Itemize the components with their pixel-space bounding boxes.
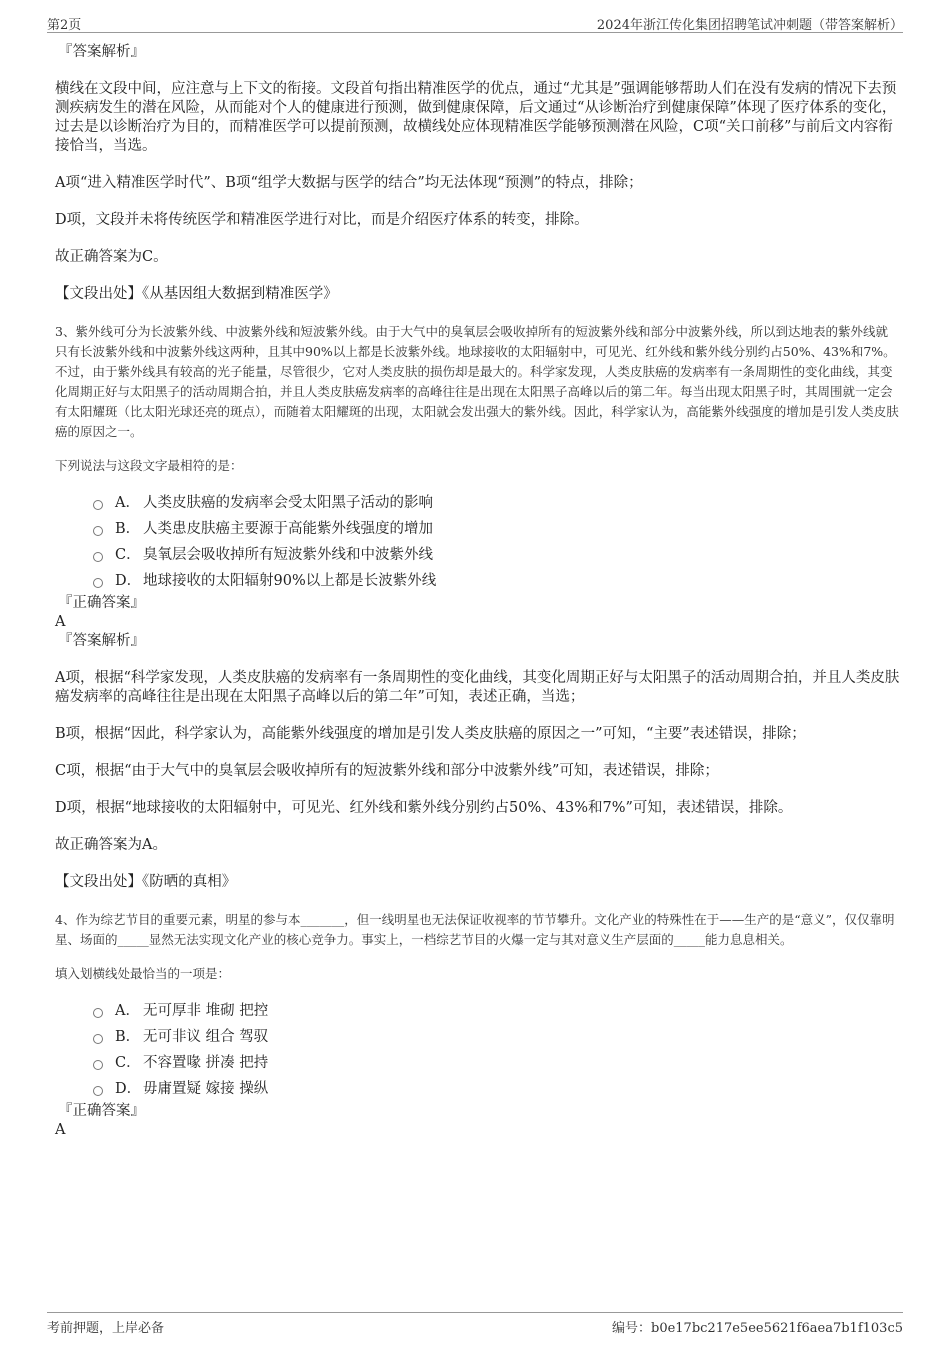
q4-option-a[interactable]: A． 无可厚非 堆砌 把控 — [93, 998, 900, 1024]
q3-analysis-c: C项，根据“由于大气中的臭氧层会吸收掉所有的短波紫外线和部分中波紫外线”可知，表述错误，排除； — [55, 763, 719, 779]
q3-option-d[interactable]: D． 地球接收的太阳辐射90%以上都是长波紫外线 — [93, 568, 900, 594]
q4-answer: A — [55, 1122, 66, 1138]
page-footer — [47, 1312, 903, 1335]
q3-options — [55, 490, 900, 594]
q3-answer: A — [55, 614, 66, 630]
q4-option-c[interactable]: C． 不容置喙 拼凑 把持 — [93, 1050, 900, 1076]
q2-analysis-d: D项，文段并未将传统医学和精准医学进行对比，而是介绍医疗体系的转变，排除。 — [55, 212, 589, 228]
q3-option-a[interactable]: A． 人类皮肤癌的发病率会受太阳黑子活动的影响 — [93, 490, 900, 516]
q3-prompt: 下列说法与这段文字最相符的是： — [55, 458, 243, 473]
q3-analysis-d: D项，根据“地球接收的太阳辐射中，可见光、红外线和紫外线分别约占50%、43%和7%”可知，表述错误，排除。 — [55, 800, 793, 816]
q3-analysis-b: B项，根据“因此，科学家认为，高能紫外线强度的增加是引发人类皮肤癌的原因之一”可知，“主要”表述错误，排除； — [55, 726, 806, 742]
q3-passage: 3、紫外线可分为长波紫外线、中波紫外线和短波紫外线。由于大气中的臭氧层会吸收掉所有的短波紫外线和部分中波紫外线，所以到达地表的紫外线就只有长波紫外线和中波紫外线这两种，且其中90%以上都是长波紫外线。地球接收的太阳辐射中，可见光、红外线和紫外线分别约占50%、43%和7%。不过，由于紫外线具有较高的光子能量，尽管很少，它对人类皮肤的损伤却是最大的。科学家发现，人类皮肤癌的发病率有一条周期性的变化曲线，其变化周期正好与太阳黑子的活动周期合拍，并且人类皮肤癌发病率的高峰往往是出现在太阳黑子高峰以后的第二年。每当出现太阳黑子时，其周围就一定会有太阳耀斑（比太阳光球还亮的斑点），而随着太阳耀斑的出现，太阳就会发出强大的紫外线。因此，科学家认为，高能紫外线强度的增加是引发人类皮肤癌的原因之一。 — [55, 324, 899, 439]
radio-icon[interactable] — [93, 1008, 103, 1018]
q4-option-d[interactable]: D． 毋庸置疑 嫁接 操纵 — [93, 1076, 900, 1102]
radio-icon[interactable] — [93, 1060, 103, 1070]
radio-icon[interactable] — [93, 1034, 103, 1044]
document-title: 2024年浙江传化集团招聘笔试冲刺题（带答案解析） — [596, 18, 903, 33]
q2-analysis-ab: A项“进入精准医学时代”、B项“组学大数据与医学的结合”均无法体现“预测”的特点，排除； — [55, 175, 643, 191]
q3-option-b[interactable]: B． 人类患皮肤癌主要源于高能紫外线强度的增加 — [93, 516, 900, 542]
q2-analysis-main: 横线在文段中间，应注意与上下文的衔接。文段首句指出精准医学的优点，通过“尤其是”强调能够帮助人们在没有发病的情况下去预测疾病发生的潜在风险，从而能对个人的健康进行预测，做到健康保障，后文通过“从诊断治疗到健康保障”体现了医疗体系的变化，过去是以诊断治疗为目的，而精准医学可以提前预测，故横线处应体现精准医学能够预测潜在风险，C项“关口前移”与前后文内容衔接恰当，当选。 — [55, 81, 897, 154]
footer-slogan: 考前押题，上岸必备 — [47, 1321, 165, 1336]
page-content — [55, 43, 900, 1140]
q2-analysis-label: 『答案解析』 — [58, 44, 145, 60]
document-code: 编号：b0e17bc217e5ee5621f6aea7b1f103c5 — [612, 1321, 903, 1336]
q4-passage: 4、作为综艺节目的重要元素，明星的参与本_______，但一线明星也无法保证收视率的节节攀升。文化产业的特殊性在于——生产的是“意义”，仅仅靠明星、场面的_____显然无法实现文化产业的核心竞争力。事实上，一档综艺节目的火爆一定与其对意义生产层面的_____能力息息相关。 — [55, 912, 895, 947]
page-number: 第2页 — [47, 18, 82, 33]
q4-prompt: 填入划横线处最恰当的一项是： — [55, 966, 231, 981]
radio-icon[interactable] — [93, 578, 103, 588]
page-header — [47, 12, 903, 33]
q4-option-b[interactable]: B． 无可非议 组合 驾驭 — [93, 1024, 900, 1050]
radio-icon[interactable] — [93, 552, 103, 562]
radio-icon[interactable] — [93, 526, 103, 536]
q3-conclusion: 故正确答案为A。 — [55, 837, 167, 853]
q4-answer-label: 『正确答案』 — [58, 1103, 145, 1119]
radio-icon[interactable] — [93, 500, 103, 510]
q2-conclusion: 故正确答案为C。 — [55, 249, 168, 265]
q3-analysis-label: 『答案解析』 — [58, 633, 145, 649]
q2-source: 【文段出处】《从基因组大数据到精准医学》 — [55, 286, 338, 302]
radio-icon[interactable] — [93, 1086, 103, 1096]
q3-answer-label: 『正确答案』 — [58, 595, 145, 611]
q3-analysis-a: A项，根据“科学家发现，人类皮肤癌的发病率有一条周期性的变化曲线，其变化周期正好与太阳黑子的活动周期合拍，并且人类皮肤癌发病率的高峰往往是出现在太阳黑子高峰以后的第二年”可知，表述正确，当选； — [55, 670, 900, 705]
q4-options — [55, 998, 900, 1102]
q3-option-c[interactable]: C． 臭氧层会吸收掉所有短波紫外线和中波紫外线 — [93, 542, 900, 568]
q3-source: 【文段出处】《防晒的真相》 — [55, 874, 237, 890]
